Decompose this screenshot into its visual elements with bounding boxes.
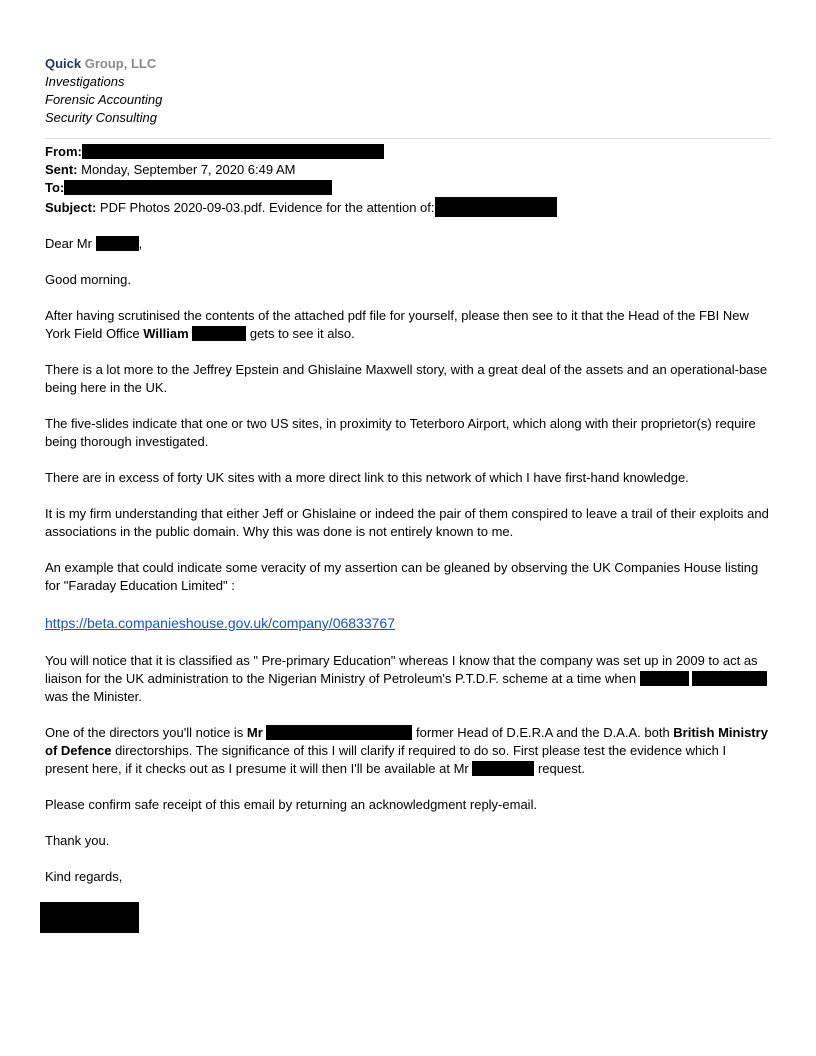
paragraph-text: directorships. The significance of this I will clarify if required to do so. First please test the evidence which I present here, if it checks out as I presume it will then I'll be available at Mr xyxy=(45,743,727,776)
email-meta xyxy=(45,143,771,217)
paragraph-uk-sites: There are in excess of forty UK sites with a more direct link to this network of which I have first-hand knowledge. xyxy=(45,470,689,485)
to-label: To: xyxy=(45,180,65,195)
service-line-1: Investigations xyxy=(45,74,125,89)
salutation xyxy=(45,235,771,253)
paragraph-greeting: Good morning. xyxy=(45,272,131,287)
bold-text: Mr xyxy=(246,725,263,740)
redaction-block xyxy=(192,326,246,341)
redaction-block xyxy=(640,671,689,686)
salutation-text: Dear Mr xyxy=(45,236,96,251)
paragraph-example: An example that could indicate some veracity of my assertion can be gleaned by observing the UK Companies House listing for "Faraday Education Limited" : xyxy=(45,560,759,593)
link-block xyxy=(45,613,771,634)
signature-redaction xyxy=(40,902,139,933)
brand-rest: Group, LLC xyxy=(81,56,157,71)
bold-text: British Ministry of Defence xyxy=(45,725,768,758)
subject-value: PDF Photos 2020-09-03.pdf. Evidence for the attention of: xyxy=(96,200,435,215)
service-line-2: Forensic Accounting xyxy=(45,92,163,107)
paragraph-request xyxy=(45,307,771,343)
paragraph-confirm: Please confirm safe receipt of this email by returning an acknowledgment reply-email. xyxy=(45,797,538,812)
paragraph-slides: The five-slides indicate that one or two US sites, in proximity to Teterboro Airport, which along with their proprietor(s) require being thorough investigated. xyxy=(45,416,756,449)
letterhead xyxy=(45,55,771,127)
to-row xyxy=(45,179,771,197)
paragraph-directors xyxy=(45,724,771,778)
paragraph-classification xyxy=(45,652,771,706)
from-label: From: xyxy=(45,144,82,159)
redaction-block xyxy=(692,671,767,686)
paragraph-text: One of the directors you'll notice is xyxy=(45,725,247,740)
company-name xyxy=(45,55,771,73)
salutation-comma: , xyxy=(138,236,143,251)
subject-label: Subject: xyxy=(45,200,97,215)
companies-house-link[interactable]: https://beta.companieshouse.gov.uk/company/06833767 xyxy=(45,615,395,631)
paragraph-text: After having scrutinised the contents of the attached pdf file for yourself, please then see to it that the Head of the FBI New York Field Office xyxy=(45,308,749,341)
service-line-3: Security Consulting xyxy=(45,110,157,125)
redaction-block xyxy=(64,180,332,195)
paragraph-text: was the Minister. xyxy=(45,689,142,704)
paragraph-text: former Head of D.E.R.A and the D.A.A. both xyxy=(412,725,674,740)
paragraph-closing: Kind regards, xyxy=(45,869,123,884)
from-row xyxy=(45,143,771,161)
sent-row xyxy=(45,161,771,179)
bold-name: William xyxy=(143,326,189,341)
redaction-block xyxy=(472,761,534,776)
paragraph-trail: It is my firm understanding that either Jeff or Ghislaine or indeed the pair of them conspired to leave a trail of their exploits and associations in the public domain. Why this was done is not entirely known to me. xyxy=(45,506,769,539)
subject-row xyxy=(45,197,771,217)
paragraph-text: You will notice that it is classified as " Pre-primary Education" whereas I know that the company was set up in 2009 to act as liaison for the UK administration to the Nigerian Ministry of Petroleum's P.T.D.F. scheme at a time when xyxy=(45,653,758,686)
redaction-block xyxy=(82,144,384,159)
paragraph-thanks: Thank you. xyxy=(45,833,110,848)
brand-main: Quick xyxy=(45,56,82,71)
redaction-block xyxy=(96,236,139,251)
redaction-block xyxy=(266,725,412,740)
sent-label: Sent: xyxy=(45,162,78,177)
paragraph-text: request. xyxy=(534,761,585,776)
redaction-block xyxy=(435,197,557,217)
sent-value: Monday, September 7, 2020 6:49 AM xyxy=(77,162,296,177)
paragraph-story: There is a lot more to the Jeffrey Epstein and Ghislaine Maxwell story, with a great deal of the assets and an operational-base being here in the UK. xyxy=(45,362,768,395)
paragraph-text: gets to see it also. xyxy=(246,326,355,341)
header-divider xyxy=(45,138,771,139)
